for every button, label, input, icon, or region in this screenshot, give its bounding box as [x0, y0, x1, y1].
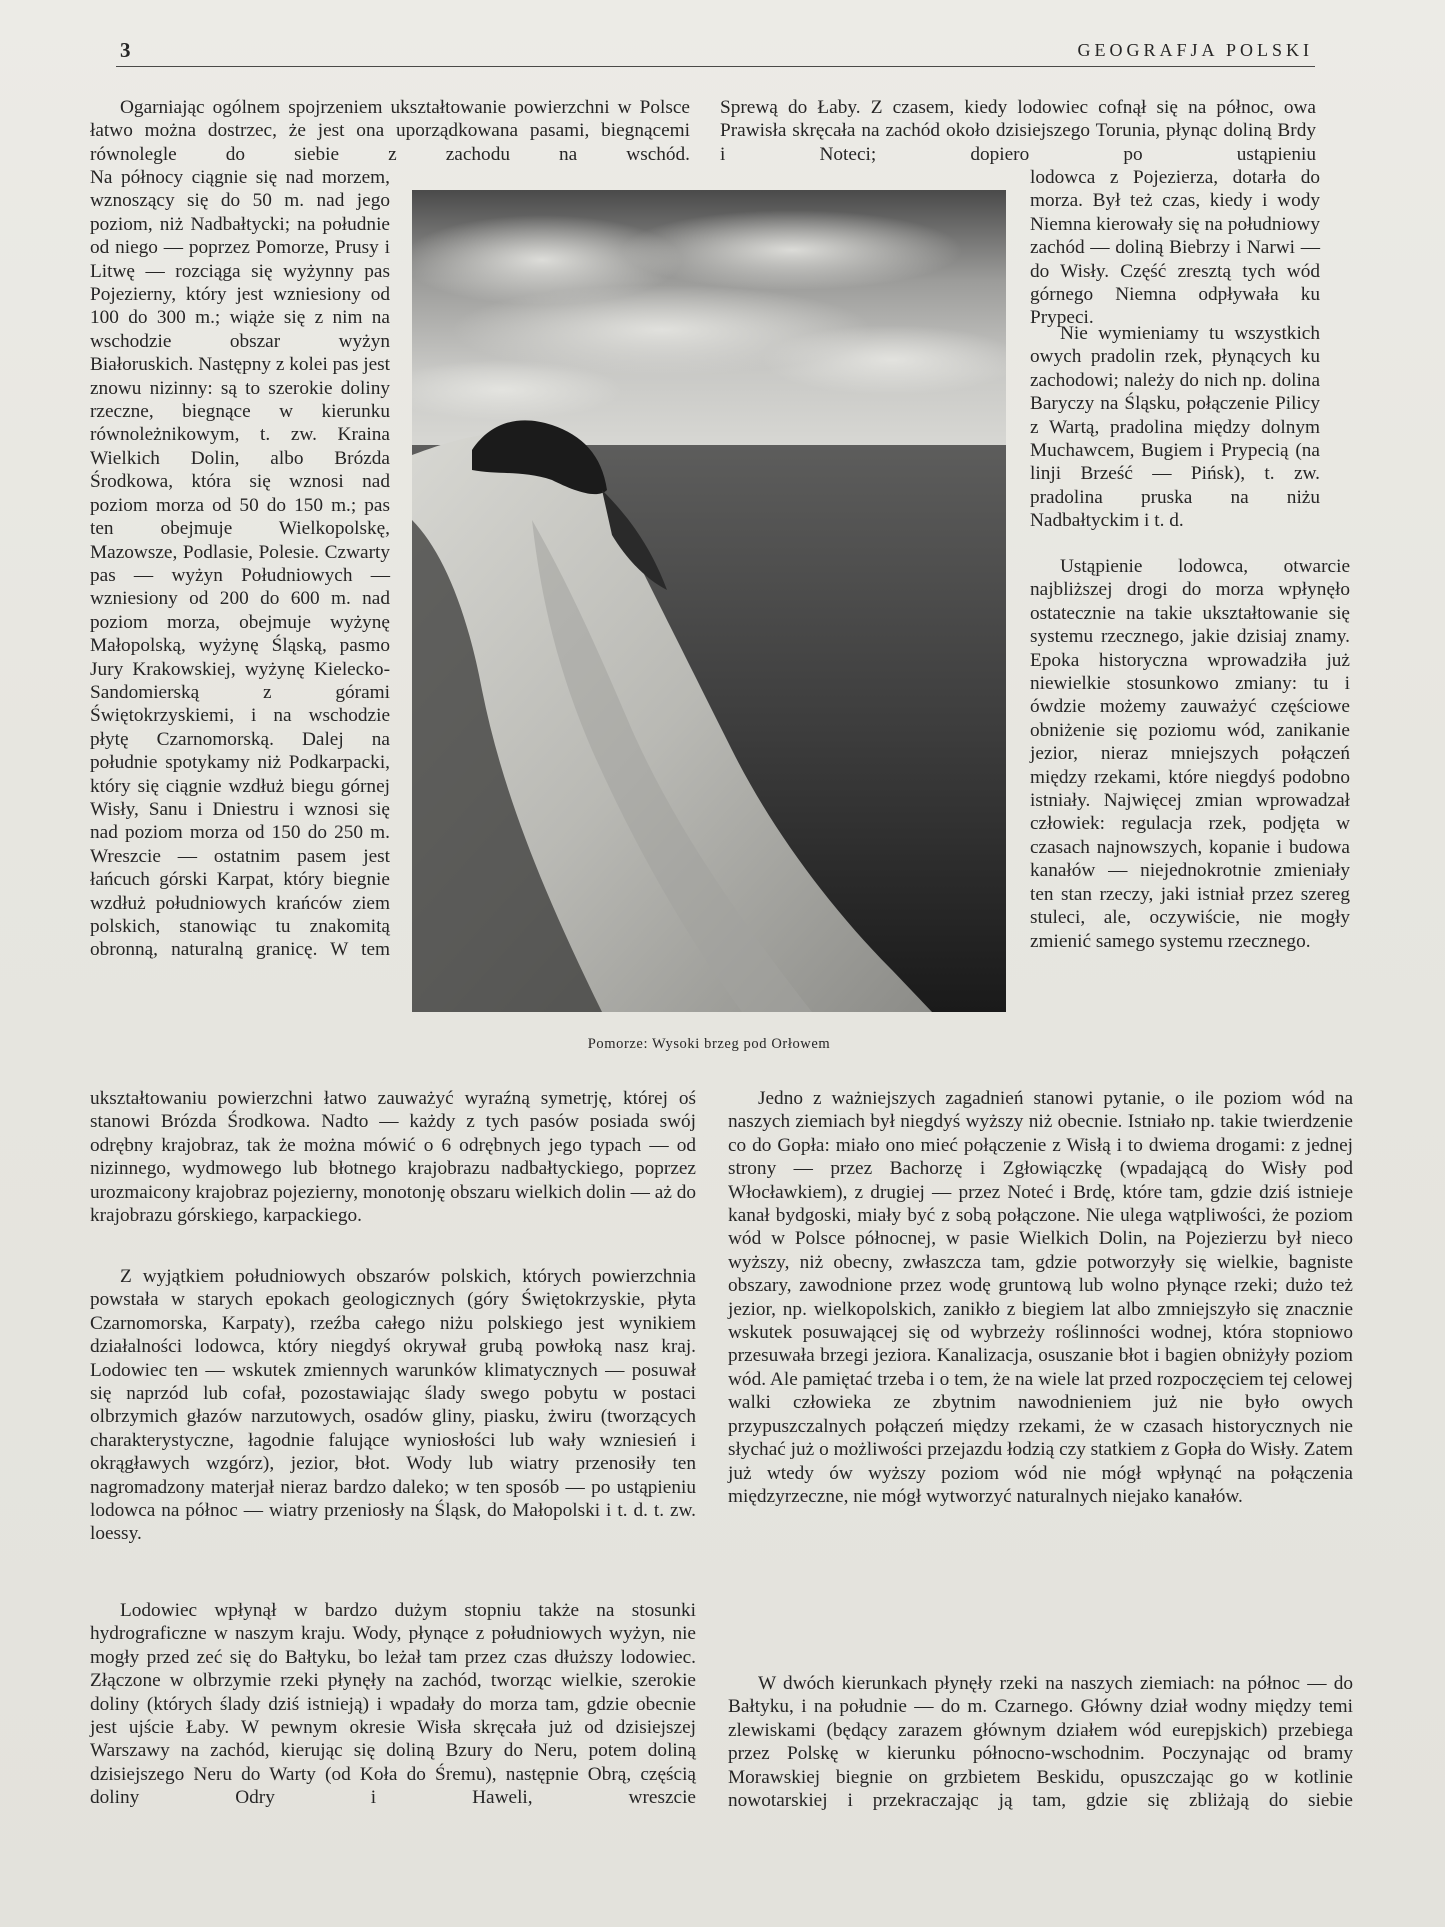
paragraph-right-wrap-1: lodowca z Pojezierza, dotarła do morza. Był też czas, kiedy i wody Niemna kierowały się na południowy zachód — doliną Biebrzy i Narwi — do Wisły. Część zresztą tych wód górnego Niemna odpływała ku Prypeci. — [1030, 167, 1320, 329]
paragraph-right-wrap-3: Ustąpienie lodowca, otwarcie najbliższej drogi do morza wpłynęło ostatecznie na takie ukształtowanie się systemu rzecznego, jakie dzisiaj znamy. Epoka historyczna wprowadziła już niewielkie stosunkowo zmiany: tu i ówdzie możemy zauważyć częściowe obniżenie się poziomu wód, zanikanie jezior, nieraz mniejszych połączeń między rzekami, które niegdyś podobno istniały. Najwięcej zmian wprowadzał człowiek: regulacja rzek, podjęta w czasach najnowszych, kopanie i budowa kanałów — niejednokrotnie zmieniały ten stan rzeczy, jaki istniał przez szereg stuleci, ale, oczywiście, nie mogły zmienić samego systemu rzecznego. — [1030, 556, 1350, 952]
paragraph-intro-wrap: Na północy ciągnie się nad morzem, wznoszący się do 50 m. nad jego poziom, niż Nadbałtycki; na południe od niego — poprzez Pomorze, Prusy i Litwę — rozciąga się wyżynny pas Pojezierny, który jest wzniesiony od 100 do 300 m.; wiąże się z nim na wschodzie obszar wyżyn Białoruskich. Następny z kolei pas jest znowu nizinny: są to szerokie doliny rzeczne, biegnące w kierunku równoleżnikowym, t. zw. Kraina Wielkich Dolin, albo Brózda Środkowa, która się wznosi nad poziom morza od 50 do 150 m.; pas ten obejmuje Wielkopolskę, Mazowsze, Podlasie, Polesie. Czwarty pas — wyżyn Południowych — wzniesiony od 200 do 600 m. nad poziom morza, obejmuje wyżynę Małopolską, wyżynę Śląską, pasmo Jury Krakowskiej, wyżynę Kielecko-Sandomierską z górami Świętokrzyskiemi, i na wschodzie płytę Czarnomorską. Dalej na południe spotykamy niż Podkarpacki, który się ciągnie wzdłuż biegu górnej Wisły, Sanu i Dniestru i wznosi się nad poziom morza od 150 do 250 m. Wreszcie — ostatnim pasem jest łańcuch górski Karpat, który biegnie wzdłuż południowych krańców ziem polskich, stanowiąc tu znakomitą obronną, naturalną granicę. W tem — [90, 167, 390, 961]
header-rule — [116, 66, 1315, 67]
cliff-photo-icon — [412, 190, 1006, 1012]
paragraph-intro-top: Ogarniając ogólnem spojrzeniem ukształtowanie powierzchni w Polsce łatwo można dostrzec, że jest ona uporządkowana pasami, biegnącemi równolegle do siebie z zachodu na wschód. — [90, 97, 690, 165]
paragraph-right-top: Sprewą do Łaby. Z czasem, kiedy lodowiec cofnął się na północ, owa Prawisła skręcała na zachód około dzisiejszego Torunia, płynąc doliną Brdy i Noteci; dopiero po ustąpieniu — [720, 97, 1316, 165]
photo-caption: Pomorze: Wysoki brzeg pod Orłowem — [587, 1036, 831, 1052]
page-number: 3 — [120, 38, 131, 62]
paragraph-right-wrap-2: Nie wymieniamy tu wszystkich owych pradolin rzek, płynących ku zachodowi; należy do nich np. dolina Baryczy na Śląsku, połączenie Pilicy z Wartą, pradolina między dolnym Muchawcem, Bugiem i Prypecią (na linji Brześć — Pińsk), t. zw. pradolina pruska na niżu Nadbałtyckim i t. d. — [1030, 323, 1320, 532]
paragraph-intro-bottom: ukształtowaniu powierzchni łatwo zauważyć wyraźną symetrję, której oś stanowi Brózda Środkowa. Nadto — każdy z tych pasów posiada swój odrębny krajobraz, tak że można mówić o 6 odrębnych jego typach — od nizinnego, wydmowego lub błotnego krajobrazu nadbałtyckiego, poprzez urozmaicony krajobraz pojezierny, monotonję obszaru wielkich dolin — aż do krajobrazu górskiego, karpackiego. — [90, 1088, 696, 1227]
cliff-photo — [412, 190, 1006, 1012]
running-title: GEOGRAFJA POLSKI — [1077, 40, 1313, 60]
paragraph-water-level: Jedno z ważniejszych zagadnień stanowi pytanie, o ile poziom wód na naszych ziemiach był niegdyś wyższy niż obecnie. Istniało np. takie twierdzenie co do Gopła: miało ono mieć połączenie z Wisłą i to dwiema drogami: z jednej strony — przez Bachorzę i Zgłowiączkę (wpadającą do Wisły pod Włocławkiem), z drugiej — przez Noteć i Brdę, które tam, gdzie dziś istnieje kanał bydgoski, miały być z sobą połączone. Nie ulega wątpliwości, że poziom wód w Polsce północnej, w pasie Wielkich Dolin, na Pojezierzu był nieco wyższy, niż obecny, zwłaszcza tam, gdzie potworzyły się wielkie, bagniste obszary, zawodnione przez wodę gruntową lub wolno płynące rzeki; dużo też jezior, np. wielkopolskich, zanikło z biegiem lat albo zmniejszyło się znacznie wskutek posuwającej się od wybrzeży roślinności wodnej, która stopniowo przesuwała brzegi jeziora. Kanalizacja, osuszanie błot i bagien obniżyły poziom wód. Ale pamiętać trzeba i o tem, że na wiele lat przed rozpoczęciem tej celowej walki człowieka ze zbytnim nawodnieniem już nie było owych przypuszczalnych połączeń między rzekami, że w czasach historycznych nie słychać już o możliwości przejazdu łodzią czy statkiem z Gopła do Wisły. Zatem już wtedy ów wyższy poziom wód nie mógł wpłynąć na połączenia międzyrzeczne, nie mógł wytworzyć naturalnych niejako kanałów. — [728, 1088, 1353, 1507]
paragraph-glacier: Z wyjątkiem południowych obszarów polskich, których powierzchnia powstała w starych epokach geologicznych (góry Świętokrzyskie, płyta Czarnomorska, Karpaty), rzeźba całego niżu polskiego jest wynikiem działalności lodowca, który niegdyś okrywał grubą powłoką nasz kraj. Lodowiec ten — wskutek zmiennych warunków klimatycznych — posuwał się naprzód lub cofał, pozostawiając ślady swego pobytu w postaci olbrzymich głazów narzutowych, osadów gliny, piasku, żwiru (tworzących charakterystyczne, łagodnie falujące wyniosłości lub wały wzniesień i okrągławych wzgórz), jezior, błot. Wody lub wiatry przenosiły ten nagromadzony materjał nieraz bardzo daleko; w ten sposób — po ustąpieniu lodowca na północ — wiatry przeniosły na Śląsk, do Małopolski i t. d. t. zw. loessy. — [90, 1266, 696, 1545]
paragraph-hydrography: Lodowiec wpłynął w bardzo dużym stopniu także na stosunki hydrograficzne w naszym kraju. Wody, płynące z południowych wyżyn, nie mogły przed zeć się do Bałtyku, bo leżał tam przez czas dłuższy lodowiec. Złączone w olbrzymie rzeki płynęły na zachód, tworząc wielkie, szerokie doliny (których ślady dziś istnieją) i wpadały do morza tam, gdzie obecnie jest ujście Łaby. W pewnym okresie Wisła skręcała już od dzisiejszej Warszawy na zachód, kierując się doliną Bzury do Neru, potem doliną dzisiejszego Neru do Warty (od Koła do Śremu), następnie Obrą, częścią doliny Odry i Haweli, wreszcie — [90, 1600, 696, 1809]
paragraph-watershed: W dwóch kierunkach płynęły rzeki na naszych ziemiach: na północ — do Bałtyku, i na południe — do m. Czarnego. Główny dział wodny między temi zlewiskami (będący zarazem głównym działem wód eurepjskich) przebiega przez Polskę w kierunku północno-wschodnim. Poczynając od bramy Morawskiej biegnie on grzbietem Beskidu, opuszczając go w kotlinie nowotarskiej i przekraczając ją tam, gdzie się zbliżają do siebie — [728, 1673, 1353, 1812]
